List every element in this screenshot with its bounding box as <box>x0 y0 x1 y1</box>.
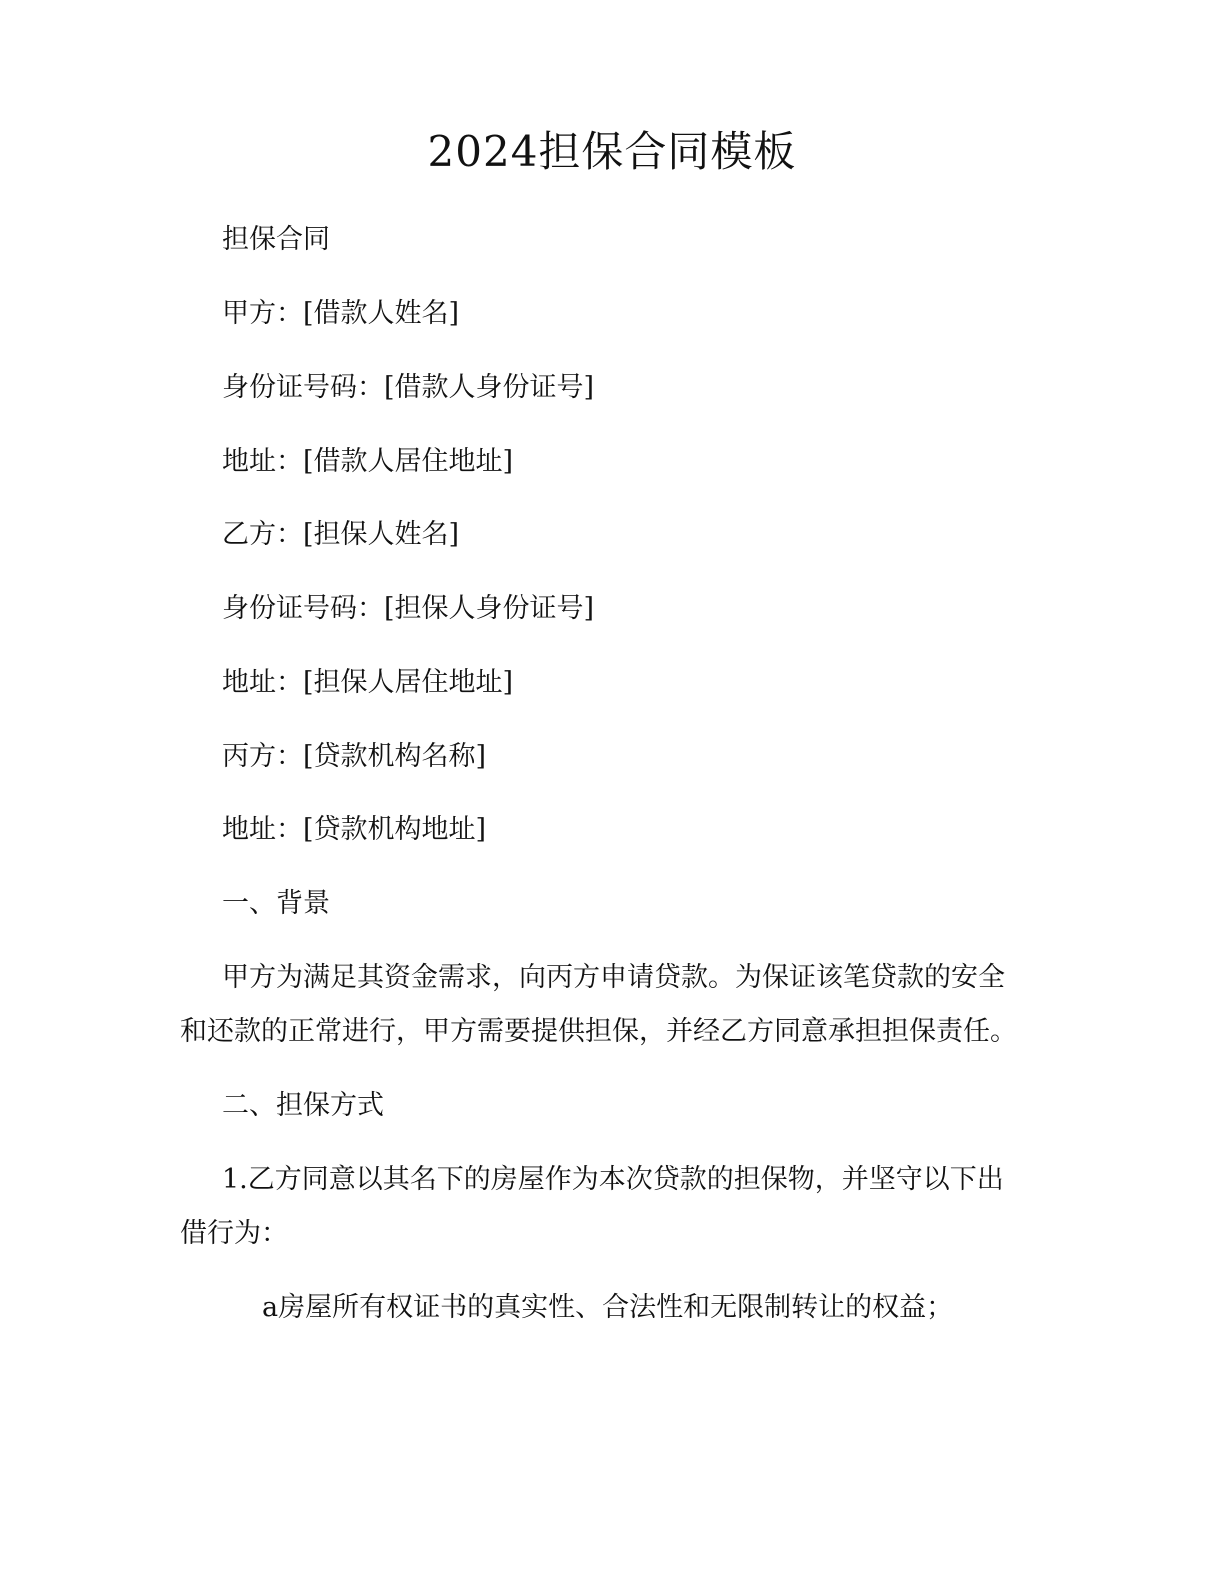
section-1-paragraph-line-1: 甲方为满足其资金需求，向丙方申请贷款。为保证该笔贷款的安全 <box>222 962 1005 993</box>
party-b-address: 地址：[担保人居住地址] <box>222 667 514 698</box>
section-1-paragraph-line-2: 和还款的正常进行，甲方需要提供担保，并经乙方同意承担担保责任。 <box>180 1016 1017 1047</box>
party-a-address: 地址：[借款人居住地址] <box>222 446 514 477</box>
contract-heading: 担保合同 <box>222 224 330 255</box>
section-2-item-1-line-1: 1.乙方同意以其名下的房屋作为本次贷款的担保物，并坚守以下出 <box>222 1164 1004 1195</box>
section-2-item-1-line-2: 借行为： <box>180 1218 288 1249</box>
section-2-heading: 二、担保方式 <box>222 1090 384 1121</box>
party-c-name: 丙方：[贷款机构名称] <box>222 741 487 772</box>
party-a-name: 甲方：[借款人姓名] <box>222 298 460 329</box>
document-title: 2024担保合同模板 <box>427 127 797 176</box>
party-a-id: 身份证号码：[借款人身份证号] <box>222 372 595 403</box>
party-c-address: 地址：[贷款机构地址] <box>222 814 487 845</box>
party-b-id: 身份证号码：[担保人身份证号] <box>222 593 595 624</box>
party-b-name: 乙方：[担保人姓名] <box>222 519 460 550</box>
section-2-item-1-a: a房屋所有权证书的真实性、合法性和无限制转让的权益； <box>262 1292 954 1323</box>
section-1-heading: 一、背景 <box>222 888 330 919</box>
